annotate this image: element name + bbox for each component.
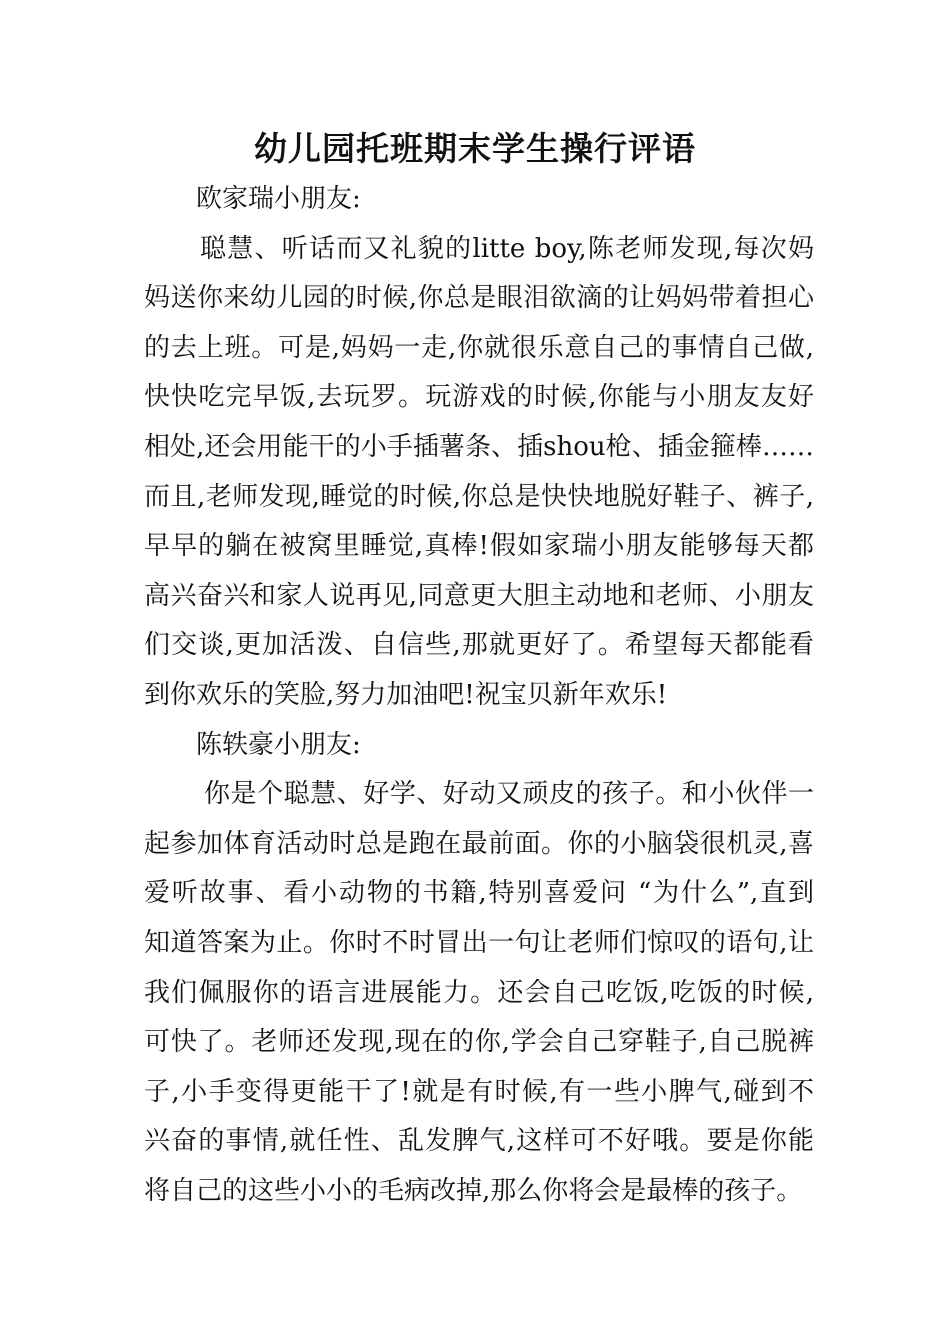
paragraph-line: 兴奋的事情,就任性、乱发脾气,这样可不好哦。要是你能	[144, 1126, 814, 1157]
comment-salutation: 欧家瑞小朋友:	[196, 184, 361, 214]
paragraph-line: 们交谈,更加活泼、自信些,那就更好了。希望每天都能看	[144, 630, 814, 661]
paragraph-line: 起参加体育活动时总是跑在最前面。你的小脑袋很机灵,喜	[144, 828, 814, 859]
paragraph-line: 可快了。老师还发现,现在的你,学会自己穿鞋子,自己脱裤	[144, 1027, 814, 1058]
comment-chen-yihao	[144, 721, 814, 1217]
paragraph-line: 将自己的这些小小的毛病改掉,那么你将会是最棒的孩子。	[144, 1175, 803, 1206]
paragraph-line: 爱听故事、看小动物的书籍,特别喜爱问 “为什么”,直到	[144, 878, 814, 909]
comment-ou-jiarui	[144, 175, 814, 721]
document-title: 幼儿园托班期末学生操行评语	[254, 129, 696, 168]
paragraph-line: 高兴奋兴和家人说再见,同意更大胆主动地和老师、小朋友	[144, 580, 814, 611]
comment-salutation: 陈轶豪小朋友:	[196, 729, 361, 760]
paragraph-line: 我们佩服你的语言进展能力。还会自己吃饭,吃饭的时候,	[144, 977, 814, 1008]
paragraph-line: 聪慧、听话而又礼貌的litte boy,陈老师发现,每次妈	[200, 233, 814, 264]
paragraph-line: 而且,老师发现,睡觉的时候,你总是快快地脱好鞋子、裤子,	[144, 481, 814, 512]
paragraph-line: 的去上班。可是,妈妈一走,你就很乐意自己的事情自己做,	[144, 332, 814, 363]
paragraph-line: 早早的躺在被窝里睡觉,真棒!假如家瑞小朋友能够每天都	[144, 531, 814, 562]
paragraph-line: 到你欢乐的笑脸,努力加油吧!祝宝贝新年欢乐!	[144, 679, 668, 710]
paragraph-line: 子,小手变得更能干了!就是有时候,有一些小脾气,碰到不	[144, 1076, 814, 1107]
paragraph-line: 快快吃完早饭,去玩罗。玩游戏的时候,你能与小朋友友好	[144, 382, 814, 413]
paragraph-line: 你是个聪慧、好学、好动又顽皮的孩子。和小伙伴一	[204, 779, 814, 810]
paragraph-line: 相处,还会用能干的小手插薯条、插shou枪、插金箍棒……	[144, 431, 814, 462]
paragraph-line: 知道答案为止。你时不时冒出一句让老师们惊叹的语句,让	[144, 927, 814, 958]
document-body	[144, 175, 814, 1216]
paragraph-line: 妈送你来幼儿园的时候,你总是眼泪欲滴的让妈妈带着担心	[144, 283, 814, 314]
